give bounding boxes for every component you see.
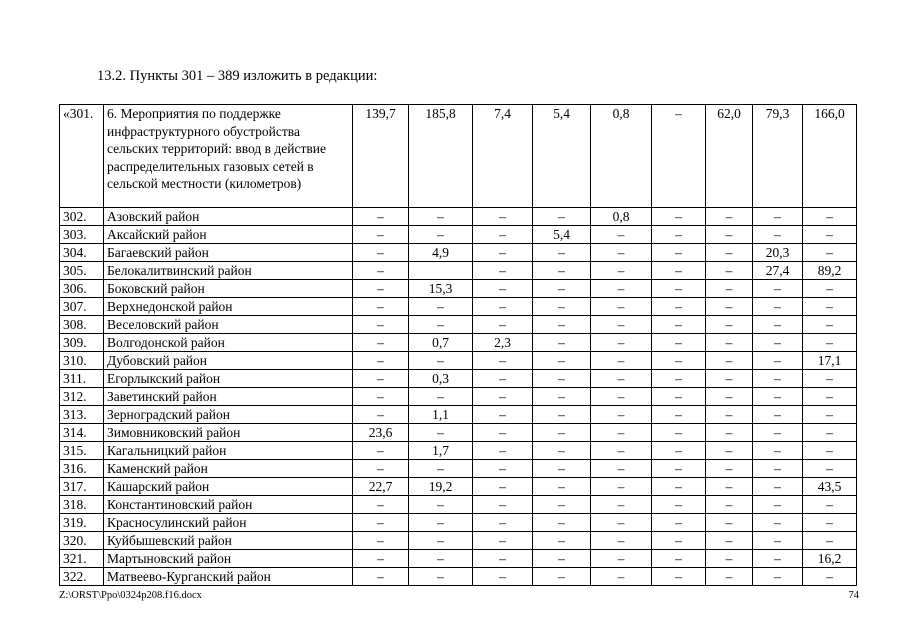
cell-value: –	[353, 388, 409, 406]
cell-value: –	[533, 496, 591, 514]
cell-value: –	[652, 298, 706, 316]
row-name: Дубовский район	[104, 352, 353, 370]
cell-value: –	[473, 424, 533, 442]
cell-value: –	[803, 532, 857, 550]
cell-value: 1,1	[409, 406, 473, 424]
cell-value: –	[706, 298, 753, 316]
row-number: 314.	[60, 424, 104, 442]
cell-value: 7,4	[473, 105, 533, 208]
row-number: 303.	[60, 226, 104, 244]
cell-value: 15,3	[409, 280, 473, 298]
cell-value	[409, 262, 473, 280]
cell-value: 1,7	[409, 442, 473, 460]
cell-value: –	[706, 496, 753, 514]
cell-value: –	[706, 316, 753, 334]
row-name: Мартыновский район	[104, 550, 353, 568]
cell-value: –	[353, 460, 409, 478]
row-number: 309.	[60, 334, 104, 352]
row-number: 302.	[60, 208, 104, 226]
cell-value: –	[409, 226, 473, 244]
cell-value: –	[753, 460, 803, 478]
cell-value: –	[652, 334, 706, 352]
cell-value: –	[803, 208, 857, 226]
cell-value: –	[803, 334, 857, 352]
row-name: Аксайский район	[104, 226, 353, 244]
cell-value: 0,8	[591, 105, 652, 208]
page-number: 74	[848, 590, 859, 601]
row-name: Заветинский район	[104, 388, 353, 406]
cell-value: –	[803, 460, 857, 478]
cell-value: 79,3	[753, 105, 803, 208]
table-row	[60, 388, 857, 406]
table-row	[60, 406, 857, 424]
cell-value: 17,1	[803, 352, 857, 370]
cell-value: –	[706, 280, 753, 298]
row-number: 322.	[60, 568, 104, 586]
cell-value: –	[409, 568, 473, 586]
table-row	[60, 352, 857, 370]
cell-value: 0,3	[409, 370, 473, 388]
row-number: 310.	[60, 352, 104, 370]
cell-value: –	[706, 424, 753, 442]
cell-value: –	[473, 316, 533, 334]
table-row	[60, 442, 857, 460]
cell-value: –	[473, 298, 533, 316]
cell-value: –	[533, 550, 591, 568]
cell-value: –	[353, 280, 409, 298]
cell-value: –	[652, 406, 706, 424]
cell-value: –	[409, 460, 473, 478]
row-name: Зимовниковский район	[104, 424, 353, 442]
cell-value: –	[706, 370, 753, 388]
cell-value: –	[353, 370, 409, 388]
table-row	[60, 105, 857, 208]
cell-value: –	[533, 334, 591, 352]
row-name: Красносулинский район	[104, 514, 353, 532]
cell-value: –	[473, 244, 533, 262]
cell-value: –	[706, 262, 753, 280]
cell-value: –	[652, 370, 706, 388]
cell-value: –	[409, 316, 473, 334]
table-row	[60, 478, 857, 496]
table-row	[60, 280, 857, 298]
cell-value: 4,9	[409, 244, 473, 262]
cell-value: –	[652, 316, 706, 334]
cell-value: 19,2	[409, 478, 473, 496]
cell-value: –	[753, 532, 803, 550]
table-row	[60, 514, 857, 532]
cell-value: 166,0	[803, 105, 857, 208]
section-heading: 13.2. Пункты 301 – 389 изложить в редакции:	[97, 68, 378, 84]
cell-value: –	[353, 208, 409, 226]
cell-value: –	[706, 406, 753, 424]
row-number: 313.	[60, 406, 104, 424]
row-number: 315.	[60, 442, 104, 460]
cell-value: –	[473, 568, 533, 586]
row-number: 306.	[60, 280, 104, 298]
cell-value: –	[706, 460, 753, 478]
cell-value: –	[591, 532, 652, 550]
row-number: 304.	[60, 244, 104, 262]
row-name: Веселовский район	[104, 316, 353, 334]
row-number: 312.	[60, 388, 104, 406]
cell-value: –	[353, 550, 409, 568]
cell-value: 27,4	[753, 262, 803, 280]
cell-value: –	[533, 568, 591, 586]
row-number: 305.	[60, 262, 104, 280]
cell-value: –	[706, 208, 753, 226]
row-number: 318.	[60, 496, 104, 514]
cell-value: –	[591, 352, 652, 370]
row-number: 319.	[60, 514, 104, 532]
cell-value: 2,3	[473, 334, 533, 352]
cell-value: 5,4	[533, 105, 591, 208]
cell-value: –	[753, 226, 803, 244]
cell-value: –	[753, 568, 803, 586]
cell-value: –	[409, 532, 473, 550]
cell-value: –	[652, 208, 706, 226]
cell-value: –	[652, 460, 706, 478]
cell-value: –	[652, 568, 706, 586]
row-number: 317.	[60, 478, 104, 496]
cell-value: –	[591, 406, 652, 424]
cell-value: 16,2	[803, 550, 857, 568]
cell-value: –	[706, 334, 753, 352]
cell-value: –	[652, 244, 706, 262]
cell-value: –	[409, 298, 473, 316]
cell-value: –	[473, 370, 533, 388]
cell-value: 0,7	[409, 334, 473, 352]
cell-value: –	[652, 514, 706, 532]
cell-value: –	[803, 388, 857, 406]
cell-value: –	[652, 226, 706, 244]
cell-value: –	[591, 478, 652, 496]
cell-value: –	[591, 568, 652, 586]
cell-value: –	[753, 406, 803, 424]
cell-value: –	[353, 334, 409, 352]
cell-value: –	[753, 352, 803, 370]
row-number: 316.	[60, 460, 104, 478]
cell-value: –	[753, 298, 803, 316]
cell-value: –	[706, 550, 753, 568]
row-name: Матвеево-Курганский район	[104, 568, 353, 586]
table-row	[60, 424, 857, 442]
cell-value: –	[353, 244, 409, 262]
cell-value: –	[473, 388, 533, 406]
cell-value: –	[706, 226, 753, 244]
cell-value: –	[591, 388, 652, 406]
cell-value: –	[753, 550, 803, 568]
table-row	[60, 208, 857, 226]
cell-value: –	[409, 550, 473, 568]
cell-value: –	[353, 262, 409, 280]
cell-value: –	[473, 496, 533, 514]
cell-value: 22,7	[353, 478, 409, 496]
cell-value: –	[591, 442, 652, 460]
cell-value: –	[533, 478, 591, 496]
cell-value: –	[591, 496, 652, 514]
row-number: 311.	[60, 370, 104, 388]
cell-value: –	[753, 208, 803, 226]
cell-value: –	[409, 424, 473, 442]
cell-value: –	[591, 370, 652, 388]
cell-value: –	[353, 352, 409, 370]
cell-value: –	[533, 280, 591, 298]
cell-value: –	[591, 298, 652, 316]
table-row	[60, 568, 857, 586]
cell-value: –	[803, 442, 857, 460]
cell-value: –	[591, 316, 652, 334]
cell-value: –	[533, 388, 591, 406]
cell-value: –	[533, 262, 591, 280]
cell-value: –	[353, 226, 409, 244]
row-name: Зерноградский район	[104, 406, 353, 424]
table-row	[60, 496, 857, 514]
cell-value: –	[652, 496, 706, 514]
cell-value: –	[706, 568, 753, 586]
cell-value: –	[473, 550, 533, 568]
row-number: 321.	[60, 550, 104, 568]
table-row	[60, 334, 857, 352]
table-row	[60, 460, 857, 478]
cell-value: –	[473, 460, 533, 478]
cell-value: –	[753, 370, 803, 388]
cell-value: –	[473, 532, 533, 550]
cell-value: –	[652, 478, 706, 496]
table-row	[60, 550, 857, 568]
table-row	[60, 370, 857, 388]
row-number: 308.	[60, 316, 104, 334]
cell-value: –	[473, 262, 533, 280]
table-row	[60, 226, 857, 244]
table-row	[60, 244, 857, 262]
row-name: Константиновский район	[104, 496, 353, 514]
row-name: Кашарский район	[104, 478, 353, 496]
cell-value: –	[533, 514, 591, 532]
row-name: 6. Мероприятия по поддержке инфраструктурного обустройства сельских территорий: ввод в действие распределительных газовых сетей в сельской местности (километров)	[104, 105, 353, 208]
row-number: 307.	[60, 298, 104, 316]
table-row	[60, 532, 857, 550]
row-number: 320.	[60, 532, 104, 550]
row-name: Куйбышевский район	[104, 532, 353, 550]
cell-value: –	[803, 514, 857, 532]
cell-value: 0,8	[591, 208, 652, 226]
cell-value: –	[652, 550, 706, 568]
cell-value: 5,4	[533, 226, 591, 244]
cell-value: –	[533, 316, 591, 334]
cell-value: 43,5	[803, 478, 857, 496]
cell-value: –	[353, 442, 409, 460]
table-row	[60, 316, 857, 334]
cell-value: –	[533, 298, 591, 316]
cell-value: –	[533, 208, 591, 226]
cell-value: –	[473, 352, 533, 370]
cell-value: –	[706, 478, 753, 496]
cell-value: –	[591, 550, 652, 568]
cell-value: –	[753, 424, 803, 442]
cell-value: –	[652, 105, 706, 208]
cell-value: –	[353, 514, 409, 532]
cell-value: –	[591, 244, 652, 262]
cell-value: –	[591, 262, 652, 280]
cell-value: 23,6	[353, 424, 409, 442]
cell-value: –	[803, 370, 857, 388]
row-name: Каменский район	[104, 460, 353, 478]
cell-value: –	[753, 442, 803, 460]
cell-value: –	[803, 226, 857, 244]
cell-value: –	[533, 406, 591, 424]
cell-value: –	[473, 280, 533, 298]
cell-value: –	[591, 460, 652, 478]
cell-value: –	[803, 298, 857, 316]
row-name: Верхнедонской район	[104, 298, 353, 316]
row-name: Егорлыкский район	[104, 370, 353, 388]
table-row	[60, 262, 857, 280]
cell-value: –	[706, 244, 753, 262]
cell-value: –	[706, 532, 753, 550]
cell-value: –	[409, 388, 473, 406]
cell-value: –	[473, 442, 533, 460]
cell-value: –	[652, 388, 706, 406]
cell-value: 185,8	[409, 105, 473, 208]
cell-value: –	[753, 496, 803, 514]
cell-value: –	[533, 424, 591, 442]
cell-value: –	[591, 280, 652, 298]
cell-value: –	[652, 280, 706, 298]
cell-value: –	[803, 244, 857, 262]
cell-value: –	[652, 262, 706, 280]
cell-value: –	[409, 514, 473, 532]
cell-value: –	[353, 316, 409, 334]
cell-value: –	[533, 460, 591, 478]
cell-value: –	[353, 298, 409, 316]
cell-value: –	[409, 496, 473, 514]
footer-file-path: Z:\ORST\Ppo\0324p208.f16.docx	[59, 590, 202, 601]
row-name: Азовский район	[104, 208, 353, 226]
cell-value: –	[753, 388, 803, 406]
cell-value: –	[753, 478, 803, 496]
cell-value: 139,7	[353, 105, 409, 208]
cell-value: –	[353, 532, 409, 550]
cell-value: –	[652, 352, 706, 370]
cell-value: –	[533, 442, 591, 460]
data-table	[59, 104, 857, 586]
cell-value: –	[353, 406, 409, 424]
cell-value: –	[591, 514, 652, 532]
cell-value: –	[353, 568, 409, 586]
row-name: Белокалитвинский район	[104, 262, 353, 280]
cell-value: –	[533, 370, 591, 388]
cell-value: –	[409, 208, 473, 226]
cell-value: –	[706, 442, 753, 460]
cell-value: –	[353, 496, 409, 514]
table-row	[60, 298, 857, 316]
cell-value: –	[591, 226, 652, 244]
cell-value: 20,3	[753, 244, 803, 262]
cell-value: 62,0	[706, 105, 753, 208]
cell-value: –	[706, 352, 753, 370]
cell-value: –	[706, 514, 753, 532]
cell-value: –	[803, 568, 857, 586]
cell-value: –	[409, 352, 473, 370]
cell-value: –	[533, 352, 591, 370]
cell-value: –	[753, 280, 803, 298]
row-name: Волгодонской район	[104, 334, 353, 352]
row-name: Багаевский район	[104, 244, 353, 262]
row-name: Боковский район	[104, 280, 353, 298]
cell-value: –	[591, 334, 652, 352]
cell-value: –	[591, 424, 652, 442]
cell-value: –	[753, 316, 803, 334]
cell-value: –	[803, 496, 857, 514]
cell-value: –	[803, 316, 857, 334]
cell-value: –	[473, 514, 533, 532]
cell-value: –	[753, 334, 803, 352]
cell-value: –	[473, 406, 533, 424]
row-number: «301.	[60, 105, 104, 208]
row-name: Кагальницкий район	[104, 442, 353, 460]
cell-value: –	[706, 388, 753, 406]
cell-value: –	[473, 478, 533, 496]
cell-value: –	[803, 406, 857, 424]
cell-value: –	[652, 424, 706, 442]
cell-value: –	[652, 442, 706, 460]
cell-value: –	[533, 244, 591, 262]
cell-value: –	[533, 532, 591, 550]
cell-value: –	[753, 514, 803, 532]
cell-value: –	[473, 208, 533, 226]
cell-value: –	[652, 532, 706, 550]
cell-value: 89,2	[803, 262, 857, 280]
cell-value: –	[803, 280, 857, 298]
cell-value: –	[473, 226, 533, 244]
cell-value: –	[803, 424, 857, 442]
